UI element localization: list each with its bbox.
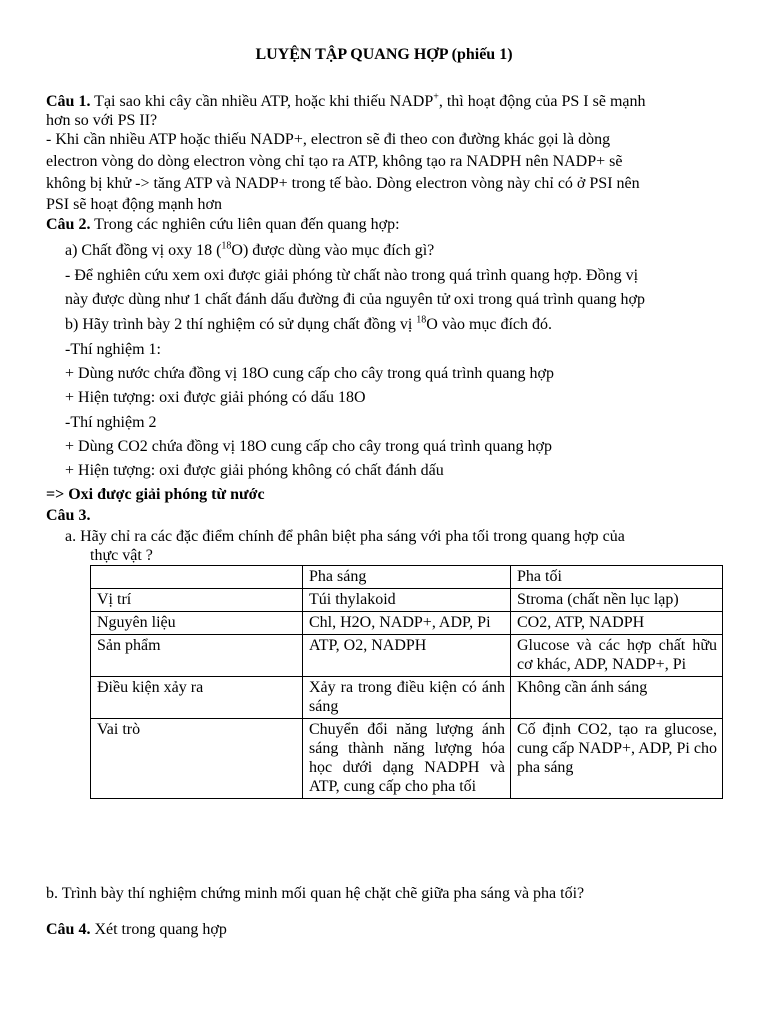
conclusion: => Oxi được giải phóng từ nước: [46, 486, 265, 503]
experiment-1-heading: -Thí nghiệm 1:: [65, 341, 161, 358]
question-2b-superscript: 18: [416, 314, 427, 326]
table-header-cell: Pha sáng: [303, 566, 511, 589]
question-1-line-2: hơn so với PS II?: [46, 112, 158, 129]
question-4: [46, 920, 227, 939]
answer-1-line: electron vòng do dòng electron vòng chỉ tạo ra ATP, không tạo ra NADPH nên NADP+ sẽ: [46, 153, 623, 170]
table-cell: Stroma (chất nền lục lạp): [511, 589, 723, 612]
question-4-text: Xét trong quang hợp: [90, 921, 227, 938]
answer-1-line: PSI sẽ hoạt động mạnh hơn: [46, 196, 223, 213]
question-2-text: Trong các nghiên cứu liên quan đến quang hợp:: [90, 216, 400, 233]
answer-2a-line: này được dùng như 1 chất đánh dấu đường đi của nguyên tử oxi trong quá trình quang hợp: [65, 291, 645, 308]
question-3b: b. Trình bày thí nghiệm chứng minh mối quan hệ chặt chẽ giữa pha sáng và pha tối?: [46, 885, 585, 902]
table-header-cell: Pha tối: [511, 566, 723, 589]
question-2b-text: b) Hãy trình bày 2 thí nghiệm có sử dụng chất đồng vị: [65, 316, 417, 333]
table-cell: Nguyên liệu: [91, 612, 303, 635]
question-2a: [65, 241, 434, 260]
question-2b-text-end: O vào mục đích đó.: [426, 316, 553, 333]
table-cell: Vai trò: [91, 719, 303, 799]
question-4-label: Câu 4.: [46, 921, 91, 938]
question-1-superscript: +: [433, 91, 439, 103]
table-row: [91, 635, 723, 677]
document-title: LUYỆN TẬP QUANG HỢP (phiếu 1): [255, 46, 513, 63]
question-1-text: Tại sao khi cây cần nhiều ATP, hoặc khi thiếu NADP: [90, 93, 434, 110]
table-cell: Điều kiện xảy ra: [91, 677, 303, 719]
table-cell: Túi thylakoid: [303, 589, 511, 612]
experiment-2-step: + Dùng CO2 chứa đồng vị 18O cung cấp cho cây trong quá trình quang hợp: [65, 438, 552, 455]
table-cell: ATP, O2, NADPH: [303, 635, 511, 677]
question-2b: [65, 315, 552, 334]
table-cell: Glucose và các hợp chất hữu cơ khác, ADP, NADP+, Pi: [511, 635, 723, 677]
table-cell: Cố định CO2, tạo ra glucose, cung cấp NADP+, ADP, Pi cho pha sáng: [511, 719, 723, 799]
experiment-2-result: + Hiện tượng: oxi được giải phóng không có chất đánh dấu: [65, 462, 444, 479]
table-cell: Không cần ánh sáng: [511, 677, 723, 719]
question-2-label: Câu 2.: [46, 216, 91, 233]
question-3a-line: a. Hãy chỉ ra các đặc điểm chính để phân biệt pha sáng với pha tối trong quang hợp của: [65, 528, 625, 545]
answer-2a-line: - Để nghiên cứu xem oxi được giải phóng từ chất nào trong quá trình quang hợp. Đồng vị: [65, 267, 639, 284]
question-1-label: Câu 1.: [46, 93, 91, 110]
question-2a-superscript: 18: [221, 240, 232, 252]
table-row: [91, 589, 723, 612]
table-cell: Chuyển đổi năng lượng ánh sáng thành năng lượng hóa học dưới dạng NADPH và ATP, cung cấp cho pha tối: [303, 719, 511, 799]
answer-1-line: - Khi cần nhiều ATP hoặc thiếu NADP+, electron sẽ đi theo con đường khác gọi là dòng: [46, 131, 611, 148]
question-1: [46, 92, 646, 111]
question-2: [46, 215, 400, 234]
table-row: [91, 719, 723, 799]
table-header-cell: [91, 566, 303, 589]
answer-1-line: không bị khử -> tăng ATP và NADP+ trong tế bào. Dòng electron vòng này chỉ có ở PSI nên: [46, 175, 640, 192]
question-1-text-end: , thì hoạt động của PS I sẽ mạnh: [438, 93, 646, 110]
table-row: [91, 677, 723, 719]
table-cell: Xảy ra trong điều kiện có ánh sáng: [303, 677, 511, 719]
table-cell: CO2, ATP, NADPH: [511, 612, 723, 635]
question-3-label: Câu 3.: [46, 507, 91, 524]
table-cell: Chl, H2O, NADP+, ADP, Pi: [303, 612, 511, 635]
table-cell: Sản phẩm: [91, 635, 303, 677]
experiment-2-heading: -Thí nghiệm 2: [65, 414, 157, 431]
question-2a-text: a) Chất đồng vị oxy 18 (: [65, 242, 222, 259]
table-cell: Vị trí: [91, 589, 303, 612]
table-row: [91, 612, 723, 635]
question-2a-text-end: O) được dùng vào mục đích gì?: [231, 242, 435, 259]
experiment-1-result: + Hiện tượng: oxi được giải phóng có dấu 18O: [65, 389, 366, 406]
experiment-1-step: + Dùng nước chứa đồng vị 18O cung cấp cho cây trong quá trình quang hợp: [65, 365, 554, 382]
comparison-table: [90, 565, 723, 799]
question-3a-line: thực vật ?: [90, 547, 153, 564]
table-header-row: [91, 566, 723, 589]
